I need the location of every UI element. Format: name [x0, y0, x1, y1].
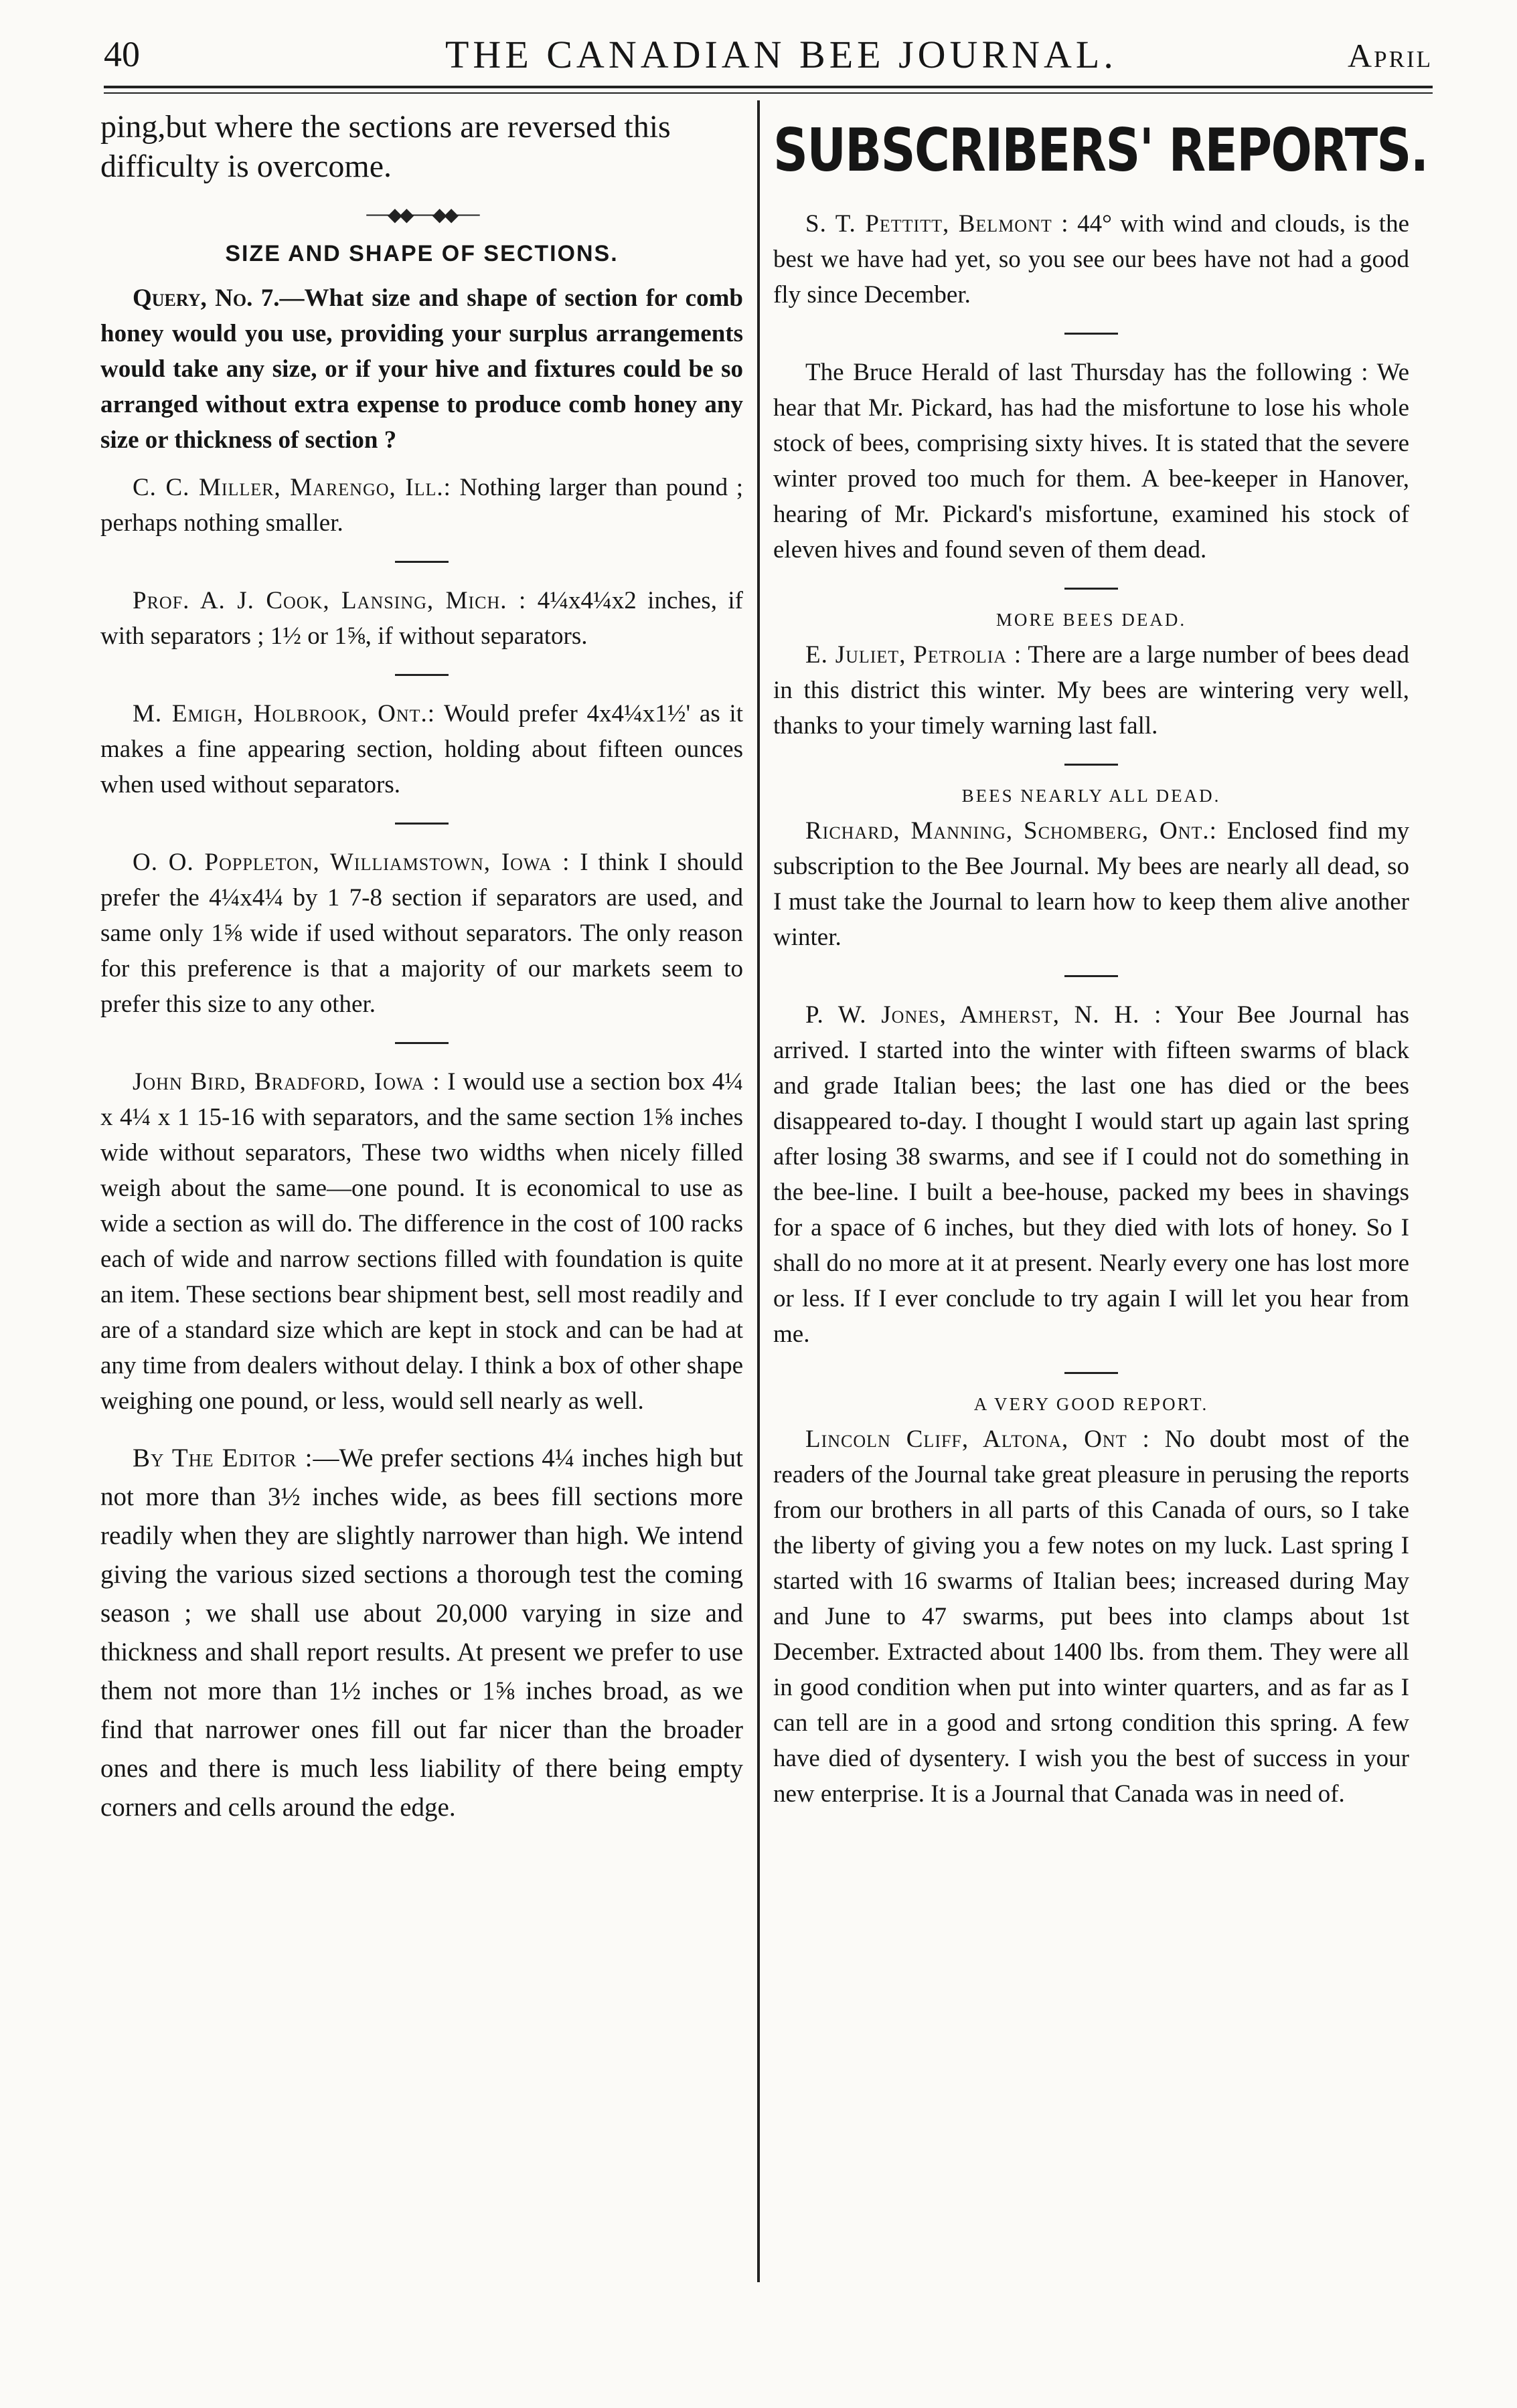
- header-rule: [104, 86, 1433, 94]
- report-text: Your Bee Journal has arrived. I started into the winter with fifteen swarms of black and grade Italian bees; the last one has died or the bees disappeared to-day. I thought I would start up again last spring after losing 38 swarms, and see if I could not do something in the bee-line. I built a bee-house, packed my bees in shavings for a space of 6 inches, but they died with lots of honey. So I shall do no more at it at present. Nearly every one has lost more or less. If I ever conclude to try again I will let you hear from me.: [773, 1001, 1409, 1348]
- report-subheading: BEES NEARLY ALL DEAD.: [961, 786, 1221, 806]
- query-paragraph: [100, 280, 743, 458]
- answer-text: Nothing larger than pound ; perhaps nothing smaller.: [100, 474, 743, 537]
- right-column: [773, 107, 1428, 1812]
- short-divider: [1064, 975, 1118, 977]
- answer-author: M. Emigh, Holbrook, Ont.:: [133, 700, 436, 727]
- report-author: P. W. Jones, Amherst, N. H. :: [805, 1001, 1162, 1029]
- query-label: Query, No. 7.: [133, 284, 280, 312]
- short-divider: [395, 561, 449, 563]
- report-paragraph: [773, 1422, 1409, 1812]
- ornament-divider: ──◆◆──◆◆──: [366, 205, 477, 226]
- answer-paragraph: [100, 845, 743, 1022]
- report-author: Richard, Manning, Schomberg, Ont.:: [805, 817, 1217, 845]
- report-paragraph: [773, 206, 1409, 313]
- report-paragraph: [773, 637, 1409, 744]
- short-divider: [1064, 1372, 1118, 1374]
- answer-text: 4¼x4¼x2 inches, if with separators ; 1½ or 1⅝, if without separators.: [100, 587, 744, 650]
- short-divider: [1064, 588, 1118, 590]
- short-divider: [395, 674, 449, 676]
- report-paragraph: [773, 355, 1409, 568]
- report-text: Enclosed find my subscription to the Bee Journal. My bees are nearly all dead, so I must take the Journal to learn how to keep them alive another winter.: [773, 817, 1409, 951]
- report-subheading: MORE BEES DEAD.: [995, 610, 1187, 630]
- answer-author: O. O. Poppleton, Williamstown, Iowa :: [133, 849, 570, 876]
- answer-text: I think I should prefer the 4¼x4¼ by 1 7-8 section if separators are used, and same only 1⅝ wide if used without separators. The only reason for this preference is that a majority of our markets seem to prefer this size to any other.: [100, 849, 743, 1018]
- answer-author: Prof. A. J. Cook, Lansing, Mich. :: [133, 587, 527, 614]
- answer-paragraph: [100, 696, 743, 802]
- report-author: S. T. Pettitt, Belmont :: [805, 210, 1069, 238]
- answer-paragraph: [100, 1064, 743, 1419]
- column-divider: [757, 100, 760, 2282]
- editor-label: By The Editor :: [133, 1444, 313, 1472]
- section-title: SIZE AND SHAPE OF SECTIONS.: [225, 241, 619, 266]
- answer-paragraph: [100, 583, 743, 654]
- answer-author: C. C. Miller, Marengo, Ill.:: [133, 474, 451, 501]
- answer-author: John Bird, Bradford, Iowa :: [133, 1068, 441, 1096]
- answer-text: Would prefer 4x4¼x1½' as it makes a fine appearing section, holding about fifteen ounces when used without separators.: [100, 700, 743, 798]
- query-text: —What size and shape of section for comb honey would you use, providing your surplus arrangements would take any size, or if your hive and fixtures could be so arranged without extra expense to produce comb honey any size or thickness of section ?: [100, 284, 743, 454]
- report-author: Lincoln Cliff, Altona, Ont :: [805, 1426, 1150, 1453]
- report-author: E. Juliet, Petrolia :: [805, 641, 1022, 669]
- page-header: [104, 27, 1433, 80]
- short-divider: [1064, 333, 1118, 335]
- issue-month: April: [1348, 37, 1433, 74]
- report-text: There are a large number of bees dead in this district this winter. My bees are wintering very well, thanks to your timely warning last fall.: [773, 641, 1409, 740]
- report-text: The Bruce Herald of last Thursday has the following : We hear that Mr. Pickard, has had the misfortune to lose his whole stock of bees, comprising sixty hives. It is stated that the severe winter proved too much for them. A bee-keeper in Hanover, hearing of Mr. Pickard's misfortune, examined his stock of eleven hives and found seven of them dead.: [773, 359, 1409, 564]
- answer-text: I would use a section box 4¼ x 4¼ x 1 15-16 with separators, and the same section 1⅝ inches wide without separators, These two widths when nicely filled weigh about the same—one pound. It is economical to use as wide a section as will do. The difference in the cost of 100 racks each of wide and narrow sections filled with foundation is quite an item. These sections bear shipment best, sell most readily and are of a standard size which are kept in stock and can be had at any time from dealers without delay. I think a box of other shape weighing one pound, or less, would sell nearly as well.: [100, 1068, 743, 1415]
- report-text: 44° with wind and clouds, is the best we have had yet, so you see our bees have not had a good fly since December.: [773, 210, 1410, 309]
- short-divider: [395, 1042, 449, 1044]
- journal-title: THE CANADIAN BEE JOURNAL.: [445, 33, 1117, 76]
- left-column: [100, 107, 743, 1827]
- short-divider: [1064, 764, 1118, 766]
- editor-text: —We prefer sections 4¼ inches high but not more than 3½ inches wide, as bees fill sections more readily when they are slightly narrower than high. We intend giving the various sized sections a thorough test the coming season ; we shall use about 20,000 varying in size and thickness and shall report results. At present we prefer to use them not more than 1½ inches or 1⅝ inches broad, as we find that narrower ones fill out far nicer than the broader ones and there is much less liability of there being empty corners and cells around the edge.: [100, 1444, 744, 1822]
- report-paragraph: [773, 813, 1409, 955]
- section-banner: SUBSCRIBERS' REPORTS.: [773, 116, 1428, 185]
- page-number: 40: [104, 34, 140, 74]
- report-text: No doubt most of the readers of the Journal take great pleasure in perusing the reports from our brothers in all parts of this Canada of ours, so I take the liberty of giving you a few notes on my luck. Last spring I started with 16 swarms of Italian bees; increased during May and June to 47 swarms, put bees into clamps about 1st December. Extracted about 1400 lbs. from them. They were all in good condition when put into winter quarters, and as far as I can tell are in a good and srtong condition this spring. A few have died of dysentery. I wish you the best of success in your new enterprise. It is a Journal that Canada was in need of.: [773, 1426, 1409, 1808]
- editor-paragraph: [100, 1439, 743, 1827]
- report-paragraph: [773, 997, 1409, 1352]
- continued-text: ping,but where the sections are reversed this difficulty is overcome.: [100, 109, 671, 184]
- short-divider: [395, 823, 449, 825]
- report-subheading: A VERY GOOD REPORT.: [973, 1394, 1209, 1414]
- answer-paragraph: [100, 470, 743, 541]
